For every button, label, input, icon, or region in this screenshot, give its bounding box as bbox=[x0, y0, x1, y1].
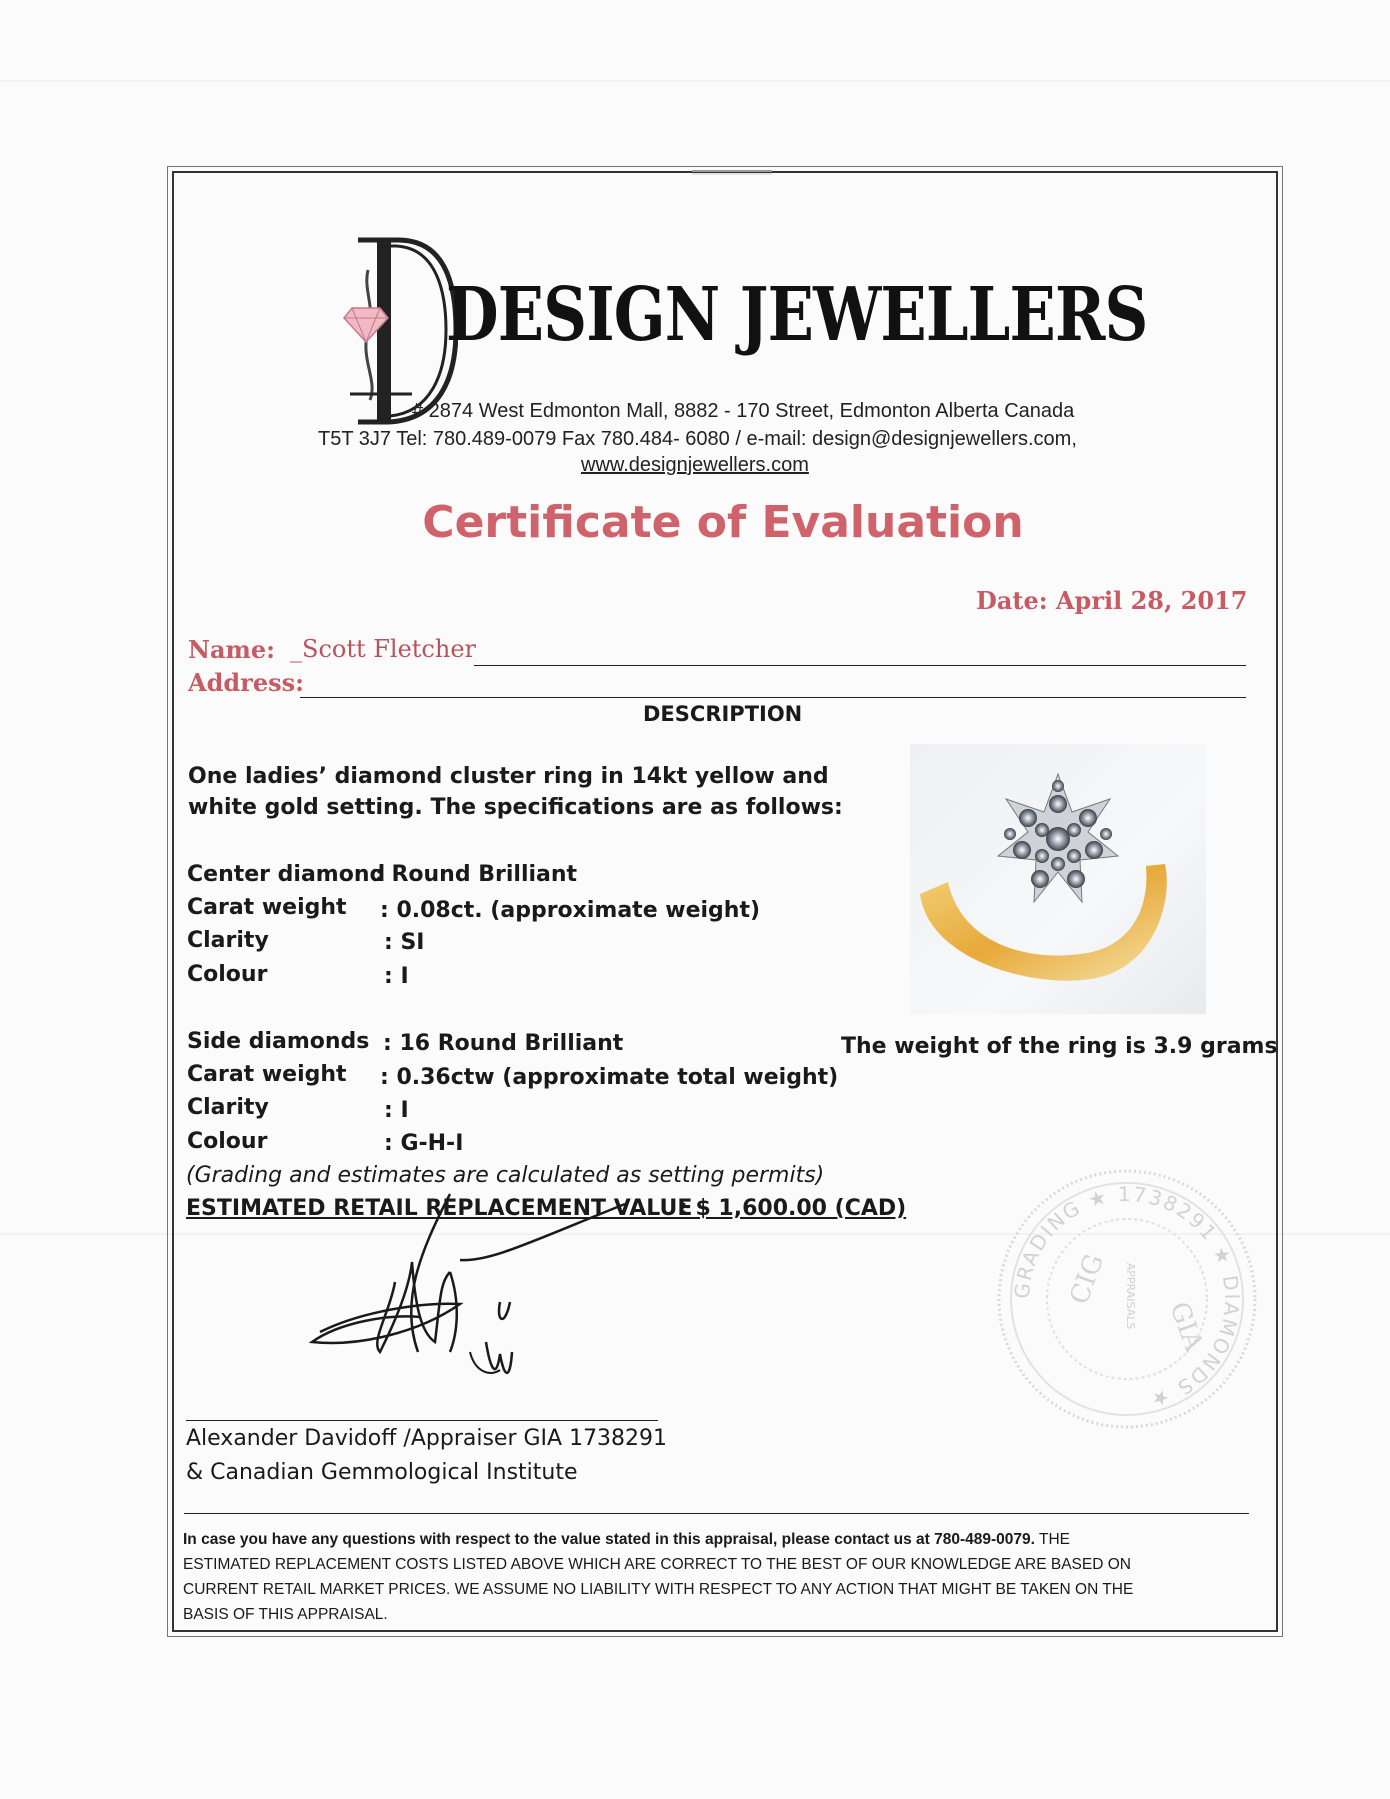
spec-label: Colour bbox=[187, 1129, 268, 1154]
grading-note: (Grading and estimates are calculated as setting permits) bbox=[186, 1163, 825, 1188]
paper-fold bbox=[0, 80, 1390, 82]
signature-line bbox=[186, 1420, 658, 1421]
seal-center-text: APPRAISALS bbox=[1124, 1262, 1137, 1330]
spec-value: : 16 Round Brilliant bbox=[383, 1031, 624, 1056]
disclaimer-divider bbox=[184, 1513, 1249, 1514]
website-link[interactable]: www.designjewellers.com bbox=[581, 454, 809, 476]
spec-label: Clarity bbox=[187, 1095, 269, 1120]
name-value: _Scott Fletcher bbox=[290, 635, 476, 663]
spec-value: : I bbox=[384, 964, 409, 989]
section-heading: DESCRIPTION bbox=[643, 702, 803, 726]
appraiser-institute: & Canadian Gemmological Institute bbox=[186, 1460, 578, 1485]
ring-weight: The weight of the ring is 3.9 grams bbox=[841, 1034, 1278, 1059]
spec-value: : Round Brilliant bbox=[375, 862, 578, 887]
disclaimer-line-4: BASIS OF THIS APPRAISAL. bbox=[183, 1606, 388, 1623]
spec-value: : I bbox=[384, 1098, 409, 1123]
spec-label: Carat weight bbox=[187, 1062, 347, 1087]
description-line-1: One ladies’ diamond cluster ring in 14kt yellow and bbox=[188, 764, 829, 789]
disclaimer-line-2: ESTIMATED REPLACEMENT COSTS LISTED ABOVE WHICH ARE CORRECT TO THE BEST OF OUR KNOWLEDGE ARE BASED ON bbox=[183, 1556, 1131, 1573]
value-label: ESTIMATED RETAIL REPLACEMENT VALUE bbox=[186, 1196, 693, 1221]
address-label: Address: bbox=[188, 668, 304, 697]
spec-value: : 0.36ctw (approximate total weight) bbox=[380, 1065, 839, 1090]
seal-left-text: CIG bbox=[1064, 1250, 1110, 1309]
disclaimer-line-3: CURRENT RETAIL MARKET PRICES. WE ASSUME NO LIABILITY WITH RESPECT TO ANY ACTION THAT MIGHT BE TAKEN ON THE bbox=[183, 1581, 1134, 1598]
seal-ring-text: GRADING ★ 1738291 ★ DIAMONDS ★ bbox=[1009, 1181, 1245, 1414]
certificate-date: Date: April 28, 2017 bbox=[976, 586, 1248, 615]
seal-right-text: GIA bbox=[1163, 1298, 1209, 1356]
spec-value: : SI bbox=[384, 930, 425, 955]
appraiser-name: Alexander Davidoff /Appraiser GIA 1738291 bbox=[186, 1426, 668, 1451]
spec-label: Carat weight bbox=[187, 895, 347, 920]
disclaimer-bold: In case you have any questions with respect to the value stated in this appraisal, please contact us at 780-489-0079. bbox=[183, 1531, 1035, 1548]
name-label: Name: bbox=[188, 635, 276, 664]
spec-label: Colour bbox=[187, 962, 268, 987]
address-underline bbox=[300, 697, 1246, 698]
staple-mark bbox=[690, 166, 774, 176]
embossed-seal bbox=[994, 1166, 1260, 1432]
disclaimer-line-1 bbox=[183, 1527, 1070, 1552]
certificate-title: Certificate of Evaluation bbox=[422, 497, 1024, 548]
spec-value: : G-H-I bbox=[384, 1131, 464, 1156]
spec-value: : 0.08ct. (approximate weight) bbox=[380, 898, 761, 923]
spec-label: Clarity bbox=[187, 928, 269, 953]
disclaimer-rest: THE bbox=[1034, 1531, 1070, 1548]
spec-label: Side diamonds bbox=[187, 1029, 370, 1054]
spec-label: Center diamond bbox=[187, 862, 386, 887]
name-underline bbox=[474, 665, 1246, 666]
value-amount: : $ 1,600.00 (CAD) bbox=[679, 1196, 907, 1221]
description-line-2: white gold setting. The specifications are as follows: bbox=[188, 795, 843, 820]
brand-name: DESIGN JEWELLERS bbox=[446, 272, 1148, 358]
ring-photo bbox=[910, 744, 1206, 1014]
address-line-2: T5T 3J7 Tel: 780.489-0079 Fax 780.484- 6080 / e-mail: design@designjewellers.com, bbox=[318, 428, 1077, 450]
appraiser-signature bbox=[300, 1192, 640, 1392]
address-line-1: # 2874 West Edmonton Mall, 8882 - 170 Street, Edmonton Alberta Canada bbox=[412, 400, 1075, 422]
